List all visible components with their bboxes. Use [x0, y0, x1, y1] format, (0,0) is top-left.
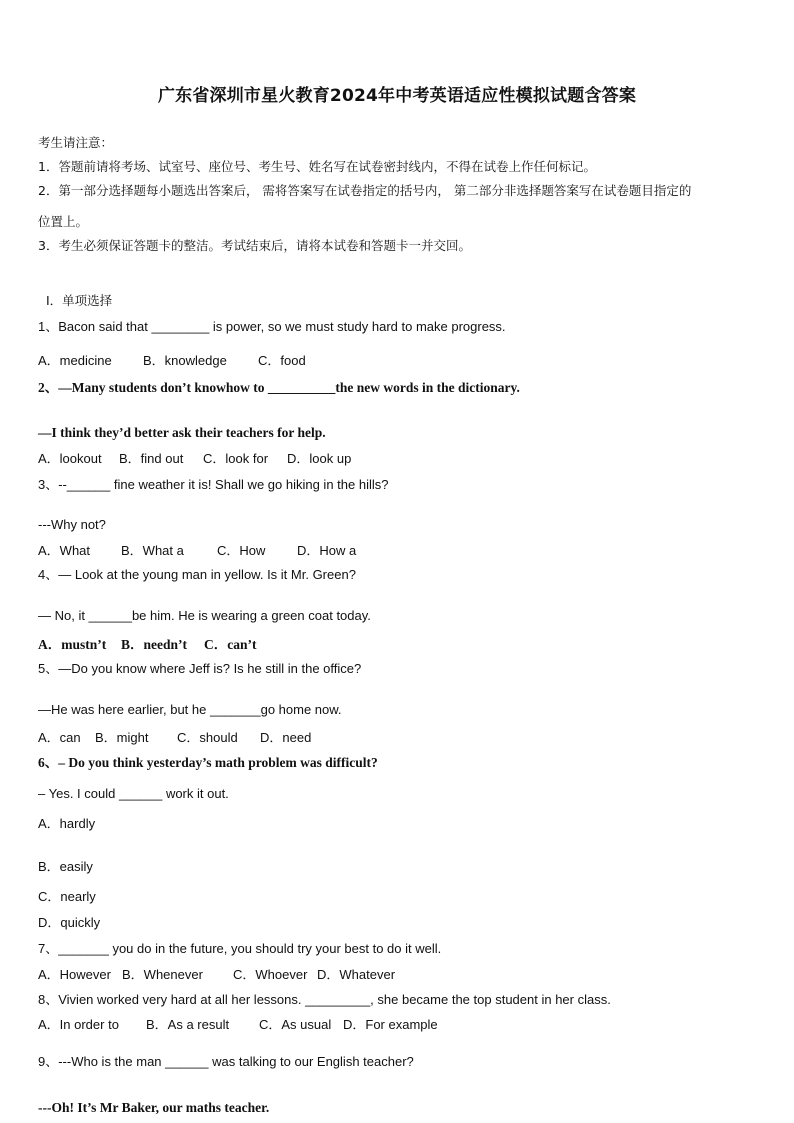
question-6-option-b: B．easily	[38, 859, 93, 874]
question-9-stem: 9、---Who is the man ______ was talking to our English teacher?	[38, 1054, 414, 1069]
question-1-options	[38, 352, 306, 370]
question-7-stem: 7、_______ you do in the future, you should try your best to do it well.	[38, 941, 442, 956]
option-d: D．Whatever	[317, 967, 396, 982]
option-c: C．look for	[203, 451, 269, 466]
question-6-option-c: C．nearly	[38, 889, 96, 904]
notice-item-1: 1．答题前请将考场、试室号、座位号、考生号、姓名写在试卷密封线内，不得在试卷上作任何标记。	[38, 159, 596, 174]
option-a: A．In order to	[38, 1017, 119, 1032]
option-c: C．food	[258, 353, 306, 368]
question-4-stem: 4、— Look at the young man in yellow. Is it Mr. Green?	[38, 567, 356, 582]
question-5-options	[38, 729, 311, 747]
question-3-reply: ---Why not?	[38, 517, 106, 532]
option-c: C．How	[217, 543, 266, 558]
section-heading: Ⅰ．单项选择	[46, 293, 113, 308]
option-b: B．might	[95, 730, 149, 745]
option-d: D．For example	[343, 1017, 438, 1032]
question-3-options	[38, 542, 356, 560]
option-c: C．should	[177, 730, 238, 745]
option-d: D．How a	[297, 543, 357, 558]
question-6-reply: – Yes. I could ______ work it out.	[38, 786, 229, 801]
document-title: 广东省深圳市星火教育2024年中考英语适应性模拟试题含答案	[157, 86, 637, 106]
question-1-stem: 1、Bacon said that ________ is power, so we must study hard to make progress.	[38, 319, 506, 334]
option-a: A．can	[38, 730, 81, 745]
question-4-options	[38, 636, 257, 654]
option-b: B．find out	[119, 451, 184, 466]
question-8-options	[38, 1016, 438, 1034]
option-b: B．As a result	[146, 1017, 230, 1032]
question-6-option-d: D．quickly	[38, 915, 101, 930]
question-4-reply: — No, it ______be him. He is wearing a green coat today.	[38, 608, 371, 623]
option-b: B．What a	[121, 543, 184, 558]
option-d: D．need	[260, 730, 312, 745]
question-2-options	[38, 450, 351, 468]
question-5-stem: 5、—Do you know where Jeff is? Is he still in the office?	[38, 661, 362, 676]
option-b: B．Whenever	[122, 967, 203, 982]
question-5-reply: —He was here earlier, but he _______go home now.	[38, 702, 342, 717]
question-3-stem: 3、--______ fine weather it is! Shall we go hiking in the hills?	[38, 477, 389, 492]
option-a: A．What	[38, 543, 91, 558]
notice-heading: 考生请注意：	[38, 135, 114, 150]
option-a: A．However	[38, 967, 111, 982]
question-9-reply: ---Oh! It’s Mr Baker, our maths teacher.	[38, 1100, 270, 1115]
question-7-options	[38, 966, 395, 984]
option-b: B．needn’t	[121, 637, 188, 652]
option-d: D．look up	[287, 451, 352, 466]
notice-item-2: 2．第一部分选择题每小题选出答案后， 需将答案写在试卷指定的括号内， 第二部分非选择题答案写在试卷题目指定的	[38, 183, 692, 198]
option-a: A．lookout	[38, 451, 102, 466]
question-6-option-a: A．hardly	[38, 816, 96, 831]
option-b: B．knowledge	[143, 353, 227, 368]
option-c: C．Whoever	[233, 967, 308, 982]
notice-item-2-cont: 位置上。	[38, 214, 89, 229]
option-a: A．mustn’t	[38, 637, 107, 652]
question-6-stem: 6、– Do you think yesterday’s math problem was difficult?	[38, 755, 378, 770]
option-c: C．As usual	[259, 1017, 332, 1032]
notice-item-3: 3．考生必须保证答题卡的整洁。考试结束后，请将本试卷和答题卡一并交回。	[38, 238, 471, 253]
option-c: C．can’t	[204, 637, 257, 652]
question-2-reply: —I think they’d better ask their teachers for help.	[38, 425, 326, 440]
question-2-stem: 2、—Many students don’t knowhow to __________the new words in the dictionary.	[38, 380, 520, 395]
question-8-stem: 8、Vivien worked very hard at all her lessons. _________, she became the top student in her class.	[38, 992, 611, 1007]
option-a: A．medicine	[38, 353, 112, 368]
